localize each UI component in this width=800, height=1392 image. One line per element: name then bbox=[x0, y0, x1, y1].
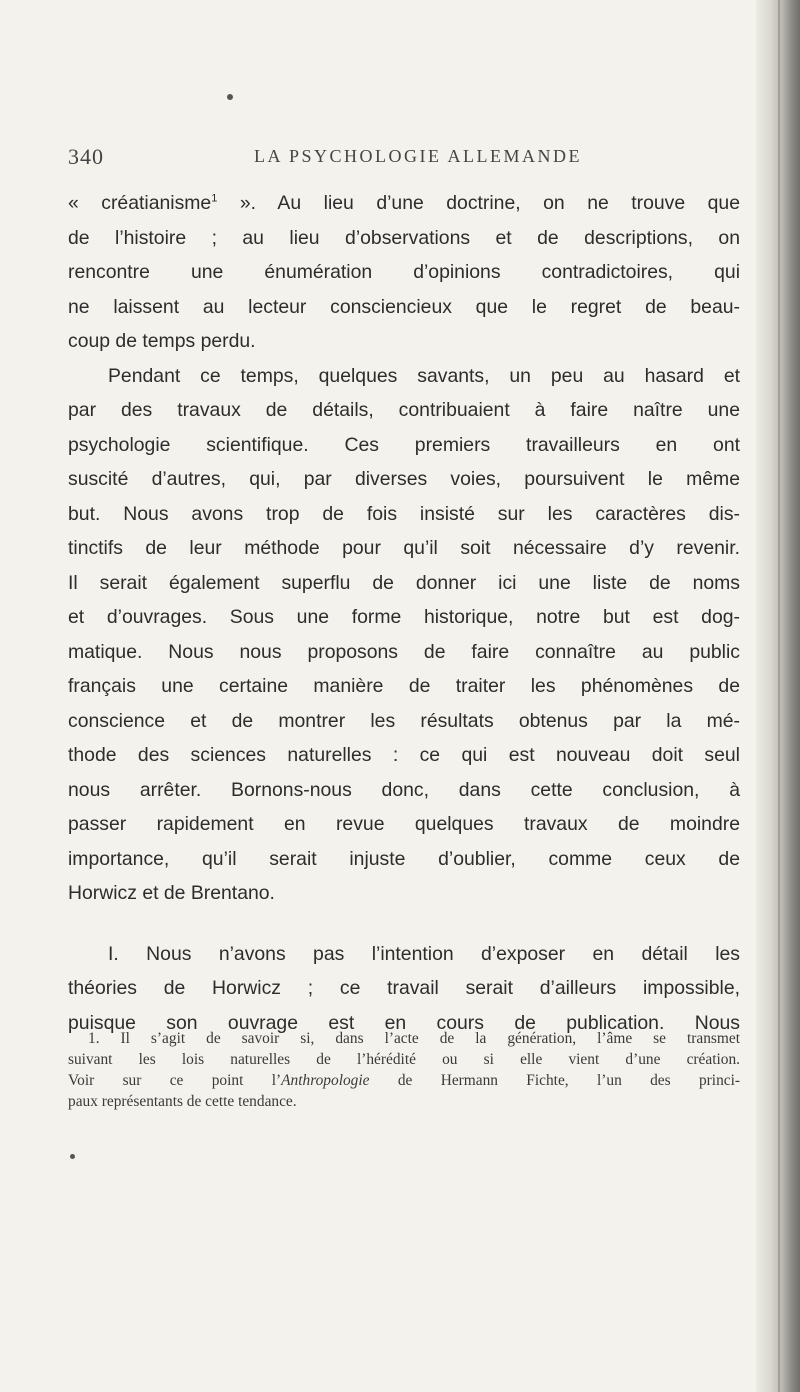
text-line: et d’ouvrages. Sous une forme historique, notre but est dog- bbox=[68, 606, 740, 628]
text-line: Pendant ce temps, quelques savants, un peu au hasard et bbox=[108, 364, 740, 387]
running-title: LA PSYCHOLOGIE ALLEMANDE bbox=[254, 146, 582, 166]
text-line: passer rapidement en revue quelques travaux de moindre bbox=[68, 813, 740, 835]
text-line: nous arrêter. Bornons-nous donc, dans cette conclusion, à bbox=[68, 778, 740, 801]
text-line: tinctifs de leur méthode pour qu’il soit nécessaire d’y revenir. bbox=[68, 537, 740, 559]
page-number: 340 bbox=[68, 144, 104, 169]
footnote bbox=[68, 1028, 740, 1112]
section-gap bbox=[68, 911, 740, 937]
footnote-marker: 1 bbox=[211, 192, 218, 205]
footnote-line: paux représentants de cette tendance. bbox=[68, 1093, 297, 1110]
text-line: « créatianisme$^1$ ». Au lieu d’une doctrine, on ne trouve que bbox=[68, 192, 741, 214]
page-header bbox=[68, 144, 732, 180]
text-line: par des travaux de détails, contribuaient à faire naître une bbox=[68, 399, 740, 421]
text-line: Il serait également superflu de donner ici une liste de noms bbox=[68, 571, 740, 594]
print-speck bbox=[70, 1154, 75, 1159]
text-line: rencontre une énumération d’opinions contradictoires, qui bbox=[68, 261, 740, 283]
footnote-line: 1. Il s’agit de savoir si, dans l’acte de la génération, l’âme se transmet bbox=[88, 1030, 740, 1047]
body-text bbox=[68, 186, 740, 1040]
text-line: Horwicz et de Brentano. bbox=[68, 882, 275, 904]
print-speck bbox=[227, 94, 233, 100]
book-title: Anthropologie bbox=[281, 1072, 370, 1089]
text-line: I. Nous n’avons pas l’intention d’exposer en détail les bbox=[108, 942, 740, 965]
text-line: de l’histoire ; au lieu d’observations et de descriptions, on bbox=[68, 226, 740, 249]
text-line: importance, qu’il serait injuste d’oublier, comme ceux de bbox=[68, 847, 740, 870]
text-line: théories de Horwicz ; ce travail serait d’ailleurs impossible, bbox=[68, 977, 740, 999]
text-line: psychologie scientifique. Ces premiers travailleurs en ont bbox=[68, 433, 740, 456]
footnote-line: suivant les lois naturelles de l’hérédité ou si elle vient d’une création. bbox=[68, 1051, 740, 1068]
page-binding-line bbox=[778, 0, 780, 1392]
text-line: coup de temps perdu. bbox=[68, 330, 256, 352]
text-line: but. Nous avons trop de fois insisté sur les caractères dis- bbox=[68, 502, 740, 525]
text-line: suscité d’autres, qui, par diverses voies, poursuivent le même bbox=[68, 468, 740, 490]
text-line: puisque son ouvrage est en cours de publication. Nous bbox=[68, 1011, 740, 1034]
text-line: ne laissent au lecteur consciencieux que le regret de beau- bbox=[68, 295, 740, 318]
text-line: thode des sciences naturelles : ce qui est nouveau doit seul bbox=[68, 744, 740, 766]
footnote-line: Voir sur ce point l’Anthropologie de Hermann Fichte, l’un des princi- bbox=[68, 1072, 740, 1089]
text-line: français une certaine manière de traiter les phénomènes de bbox=[68, 675, 740, 697]
text-line: conscience et de montrer les résultats obtenus par la mé- bbox=[68, 709, 740, 732]
text-line: matique. Nous nous proposons de faire connaître au public bbox=[68, 640, 740, 663]
